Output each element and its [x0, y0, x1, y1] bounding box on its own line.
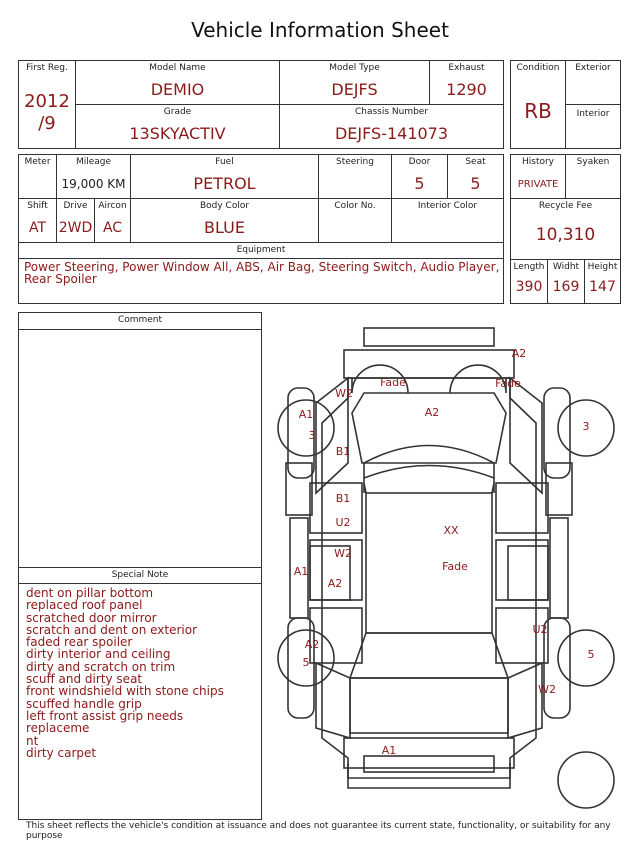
mark-5-wheel-fr: 5 [587, 648, 595, 661]
drive-cell [56, 198, 95, 243]
height-cell [584, 259, 621, 304]
page-title: Vehicle Information Sheet [191, 18, 449, 42]
grade-label: Grade [163, 107, 192, 117]
special-note-item: scuffed handle grip [26, 696, 142, 711]
mark-rear-top: A2 [511, 347, 527, 360]
history-label: History [521, 157, 555, 167]
seat-label: Seat [465, 157, 486, 167]
special-note-item: front windshield with stone chips [26, 684, 224, 699]
comment-label: Comment [117, 315, 163, 325]
door-label: Door [408, 157, 431, 167]
recycle-fee-label: Recycle Fee [538, 201, 593, 211]
condition-cell [510, 60, 566, 149]
car-damage-diagram [268, 318, 628, 818]
width-label: Widht [552, 262, 580, 272]
meter-label: Meter [24, 157, 51, 167]
first-reg-year: 2012 [24, 91, 70, 112]
mark-fade-right: Fade [495, 377, 521, 390]
body-color-cell [130, 198, 319, 243]
recycle-fee-value: 10,310 [535, 225, 596, 245]
exterior-label: Exterior [575, 63, 611, 73]
meter-cell [18, 154, 57, 199]
grade-value: 13SKYACTIV [129, 124, 226, 143]
width-cell [547, 259, 585, 304]
condition-label: Condition [516, 63, 560, 73]
exterior-cell [565, 60, 621, 105]
first-reg-month: /9 [38, 113, 56, 134]
door-cell [391, 154, 448, 199]
equipment-label: Equipment [236, 245, 286, 255]
special-note-item: dirty interior and ceiling [26, 647, 171, 662]
mark-fade-left: Fade [380, 376, 406, 389]
grade-cell [75, 104, 280, 149]
mileage-label: Mileage [75, 157, 112, 167]
mark-a1-left: A1 [293, 565, 309, 578]
special-note-item: dirty carpet [26, 745, 97, 760]
mark-3-wheel-rr: 3 [582, 420, 590, 433]
history-value: PRIVATE [517, 179, 559, 190]
mark-5-wheel-fl: 5 [302, 656, 310, 669]
model-type-value: DEJFS [331, 80, 378, 99]
mileage-cell [56, 154, 131, 199]
first-reg-label: First Reg. [26, 63, 68, 73]
model-name-label: Model Name [149, 63, 206, 73]
recycle-fee-cell [510, 198, 621, 260]
interior-color-cell [391, 198, 504, 243]
exhaust-value: 1290 [446, 80, 487, 99]
aircon-label: Aircon [98, 201, 127, 211]
special-note-item: nt [26, 733, 39, 748]
fuel-cell [130, 154, 319, 199]
body-color-label: Body Color [199, 201, 250, 211]
mark-3-wheel-rl: 3 [308, 429, 316, 442]
height-label: Height [587, 262, 618, 272]
special-note-item: scuff and dirty seat [26, 672, 143, 687]
mark-a2-wheel-fl: A2 [304, 638, 320, 651]
interior-color-label: Interior Color [417, 201, 478, 211]
drive-label: Drive [63, 201, 88, 211]
seat-value: 5 [470, 174, 481, 193]
color-no-label: Color No. [334, 201, 376, 211]
length-cell [510, 259, 548, 304]
equipment-value: Power Steering, Power Window All, ABS, Air Bag, Steering Switch, Audio Player, Rear Spoiler [24, 260, 500, 286]
mark-u2-left: U2 [335, 516, 351, 529]
special-note-item: replaced roof panel [26, 598, 143, 613]
shift-cell [18, 198, 57, 243]
chassis-cell [279, 104, 504, 149]
model-type-cell [279, 60, 430, 105]
seat-cell [447, 154, 504, 199]
mark-a2-left: A2 [327, 577, 343, 590]
fuel-value: PETROL [193, 174, 256, 193]
chassis-value: DEJFS-141073 [334, 124, 449, 143]
special-note-item: faded rear spoiler [26, 635, 133, 650]
color-no-cell [318, 198, 392, 243]
shift-value: AT [28, 220, 47, 236]
fuel-label: Fuel [215, 157, 234, 167]
special-note-item: dirty and scratch on trim [26, 659, 176, 674]
special-note-item: dent on pillar bottom [26, 586, 154, 600]
length-label: Length [513, 262, 545, 272]
model-type-label: Model Type [329, 63, 380, 73]
mark-fade-roof: Fade [442, 560, 468, 573]
syaken-cell [565, 154, 621, 199]
model-name-cell [75, 60, 280, 105]
interior-cell [565, 104, 621, 149]
steering-cell [318, 154, 392, 199]
aircon-cell [94, 198, 131, 243]
footer-disclaimer: This sheet reflects the vehicle's condition at issuance and does not guarantee its current state, functionality, or suitability for any purpose [26, 821, 611, 841]
condition-value: RB [524, 99, 552, 123]
mark-u2-right: U2 [532, 623, 548, 636]
length-value: 390 [515, 279, 543, 295]
aircon-value: AC [102, 220, 123, 236]
mark-w2-top: W2 [335, 387, 353, 400]
special-note-item: left front assist grip needs replaceme [26, 708, 184, 736]
mark-w2-left: W2 [334, 547, 352, 560]
mark-a2-trunk: A2 [424, 406, 440, 419]
equipment-cell [18, 242, 504, 304]
drive-value: 2WD [58, 220, 93, 236]
exhaust-cell [429, 60, 504, 105]
first-reg-cell [18, 60, 76, 149]
body-color-value: BLUE [204, 218, 245, 237]
mark-w2-right: W2 [538, 683, 556, 696]
exhaust-label: Exhaust [448, 63, 485, 73]
mark-b1-upper: B1 [335, 445, 351, 458]
special-note-item: scratched door mirror [26, 610, 157, 625]
width-value: 169 [552, 279, 580, 295]
mark-xx: XX [443, 524, 459, 537]
interior-label: Interior [576, 109, 610, 119]
door-value: 5 [414, 174, 425, 193]
mileage-value: 19,000 KM [61, 177, 126, 191]
shift-label: Shift [27, 201, 48, 211]
chassis-label: Chassis Number [354, 107, 429, 117]
model-name-value: DEMIO [150, 80, 205, 99]
special-note-label: Special Note [111, 570, 169, 580]
steering-label: Steering [336, 157, 374, 167]
height-value: 147 [589, 279, 616, 295]
mark-a1-wheel-rl: A1 [298, 408, 314, 421]
mark-a1-front: A1 [381, 744, 397, 757]
history-cell [510, 154, 566, 199]
mark-b1-lower: B1 [335, 492, 351, 505]
special-note-item: scratch and dent on exterior [26, 622, 198, 637]
special-notes-list [26, 587, 246, 759]
syaken-label: Syaken [576, 157, 610, 167]
